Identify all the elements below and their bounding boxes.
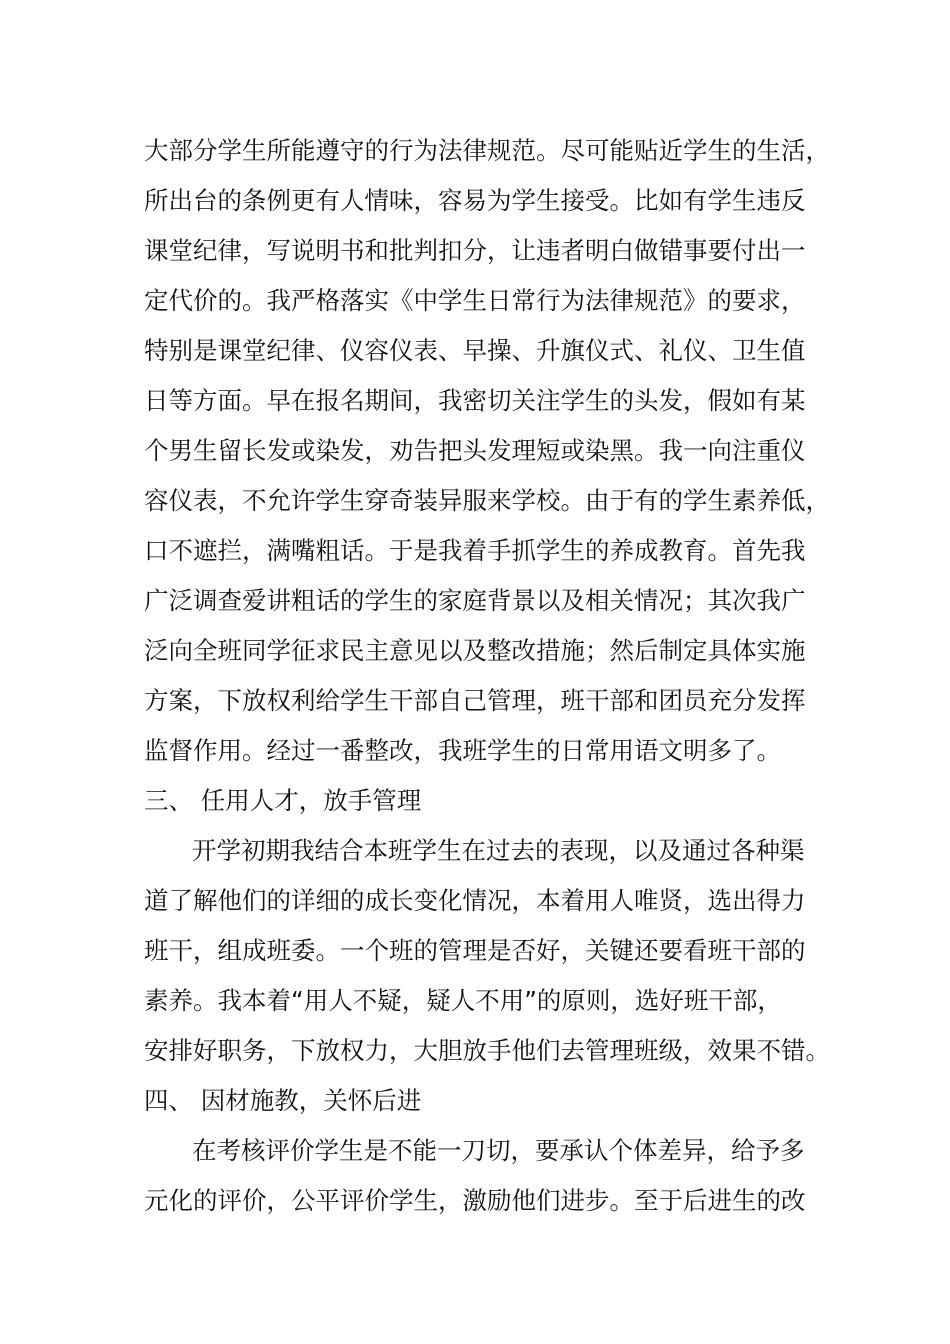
section-heading: 三、 任用人才，放手管理 — [144, 786, 422, 815]
text-line: 班干，组成班委。一个班的管理是否好，关键还要看班干部的 — [144, 936, 806, 965]
text-line: 开学初期我结合本班学生在过去的表现，以及通过各种渠 — [192, 836, 805, 865]
text-line: 课堂纪律，写说明书和批判扣分，让违者明白做错事要付出一 — [144, 236, 806, 265]
text-line: 口不遮拦，满嘴粗话。于是我着手抓学生的养成教育。首先我 — [144, 536, 806, 565]
text-line: 道了解他们的详细的成长变化情况，本着用人唯贤，选出得力 — [144, 886, 806, 915]
text-line: 大部分学生所能遵守的行为法律规范。尽可能贴近学生的生活， — [144, 136, 830, 165]
text-line: 素养。我本着“用人不疑，疑人不用”的原则，选好班干部， — [144, 986, 782, 1015]
text-line: 方案，下放权利给学生干部自己管理，班干部和团员充分发挥 — [144, 686, 806, 715]
text-line: 定代价的。我严格落实《中学生日常行为法律规范》的要求， — [144, 286, 806, 315]
text-line: 所出台的条例更有人情味，容易为学生接受。比如有学生违反 — [144, 186, 806, 215]
text-line: 监督作用。经过一番整改，我班学生的日常用语文明多了。 — [144, 736, 781, 765]
text-line: 泛向全班同学征求民主意见以及整改措施；然后制定具体实施 — [144, 636, 806, 665]
section-heading: 四、 因材施教，关怀后进 — [144, 1086, 422, 1115]
text-line: 特别是课堂纪律、仪容仪表、早操、升旗仪式、礼仪、卫生值 — [144, 336, 806, 365]
body-text — [144, 126, 830, 1226]
text-line: 安排好职务，下放权力，大胆放手他们去管理班级，效果不错。 — [144, 1036, 830, 1065]
text-line: 在考核评价学生是不能一刀切，要承认个体差异，给予多 — [192, 1136, 805, 1165]
text-line: 元化的评价，公平评价学生，激励他们进步。至于后进生的改 — [144, 1186, 806, 1215]
text-line: 容仪表，不允许学生穿奇装异服来学校。由于有的学生素养低， — [144, 486, 830, 515]
text-line: 日等方面。早在报名期间，我密切关注学生的头发，假如有某 — [144, 386, 806, 415]
text-line: 个男生留长发或染发，劝告把头发理短或染黑。我一向注重仪 — [144, 436, 806, 465]
text-line: 广泛调查爱讲粗话的学生的家庭背景以及相关情况；其次我广 — [144, 586, 806, 615]
